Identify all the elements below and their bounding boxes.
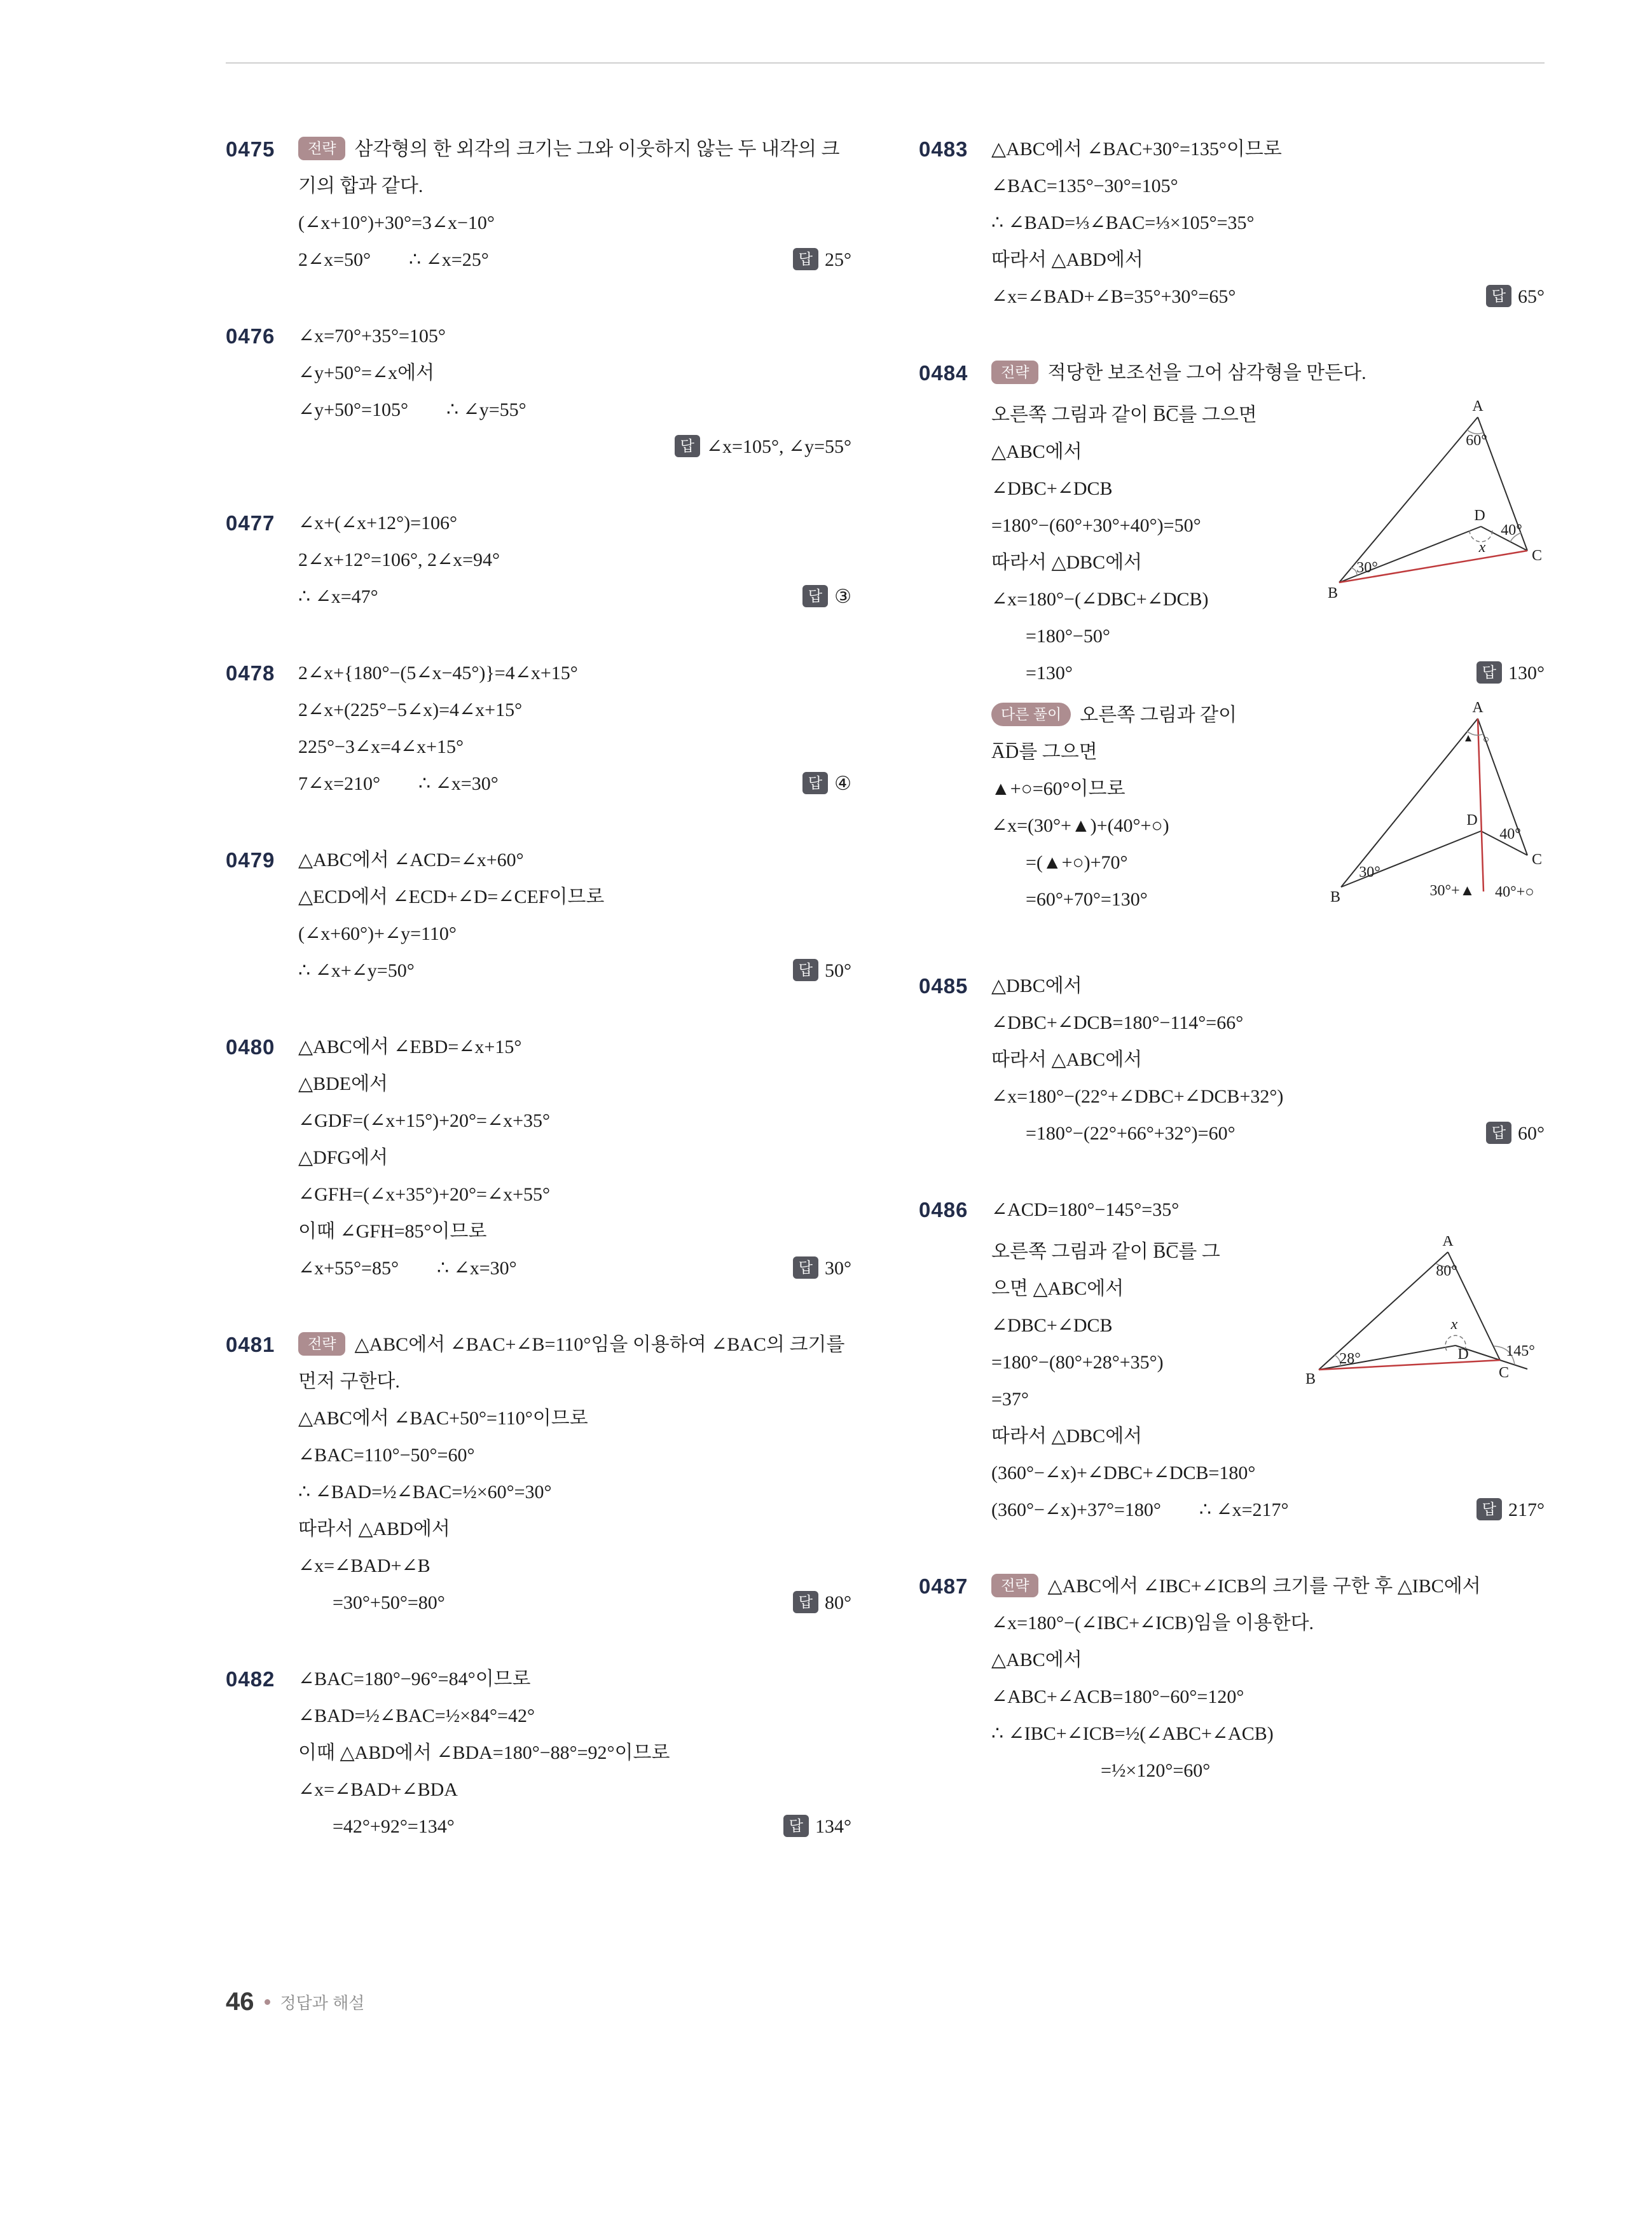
solution-line <box>991 1192 1545 1229</box>
solution-section <box>991 1234 1545 1529</box>
problem-number: 0479 <box>226 848 275 872</box>
solution-line <box>298 953 851 989</box>
solution-line <box>298 205 851 242</box>
line-text: =30°+50°=80° <box>333 1592 445 1613</box>
answer-value: 80° <box>825 1592 851 1613</box>
problem-0477 <box>226 505 851 616</box>
problem-number: 0483 <box>919 137 968 161</box>
solution-line <box>298 1437 851 1474</box>
problem-number: 0475 <box>226 137 275 161</box>
problem-0481 <box>226 1326 851 1621</box>
line-text: △ABC에서 <box>991 1649 1082 1670</box>
solution-body <box>298 505 851 616</box>
diagram-label-angle_b: 28° <box>1339 1351 1361 1367</box>
solution-line <box>298 1103 851 1139</box>
solution-line <box>298 1326 851 1400</box>
diagram-label-c: C <box>1531 851 1543 868</box>
problem-0480 <box>226 1029 851 1287</box>
solution-section <box>298 1326 851 1621</box>
problem-0479 <box>226 842 851 989</box>
line-text: ∠BAC=180°−96°=84°이므로 <box>298 1669 531 1690</box>
line-text: ∠x=70°+35°=105° <box>298 326 446 347</box>
line-text: ∠DBC+∠DCB=180°−114°=66° <box>991 1012 1244 1033</box>
answer-value: 60° <box>1518 1123 1545 1144</box>
line-text: =180°−(60°+30°+40°)=50° <box>991 515 1201 536</box>
solution-body <box>298 842 851 989</box>
line-text: ∠BAC=110°−50°=60° <box>298 1445 475 1466</box>
solution-line <box>298 692 851 729</box>
line-text: 으면 △ABC에서 <box>991 1278 1124 1299</box>
line-text: ∴ ∠x=47° <box>298 586 378 607</box>
strategy-badge: 전략 <box>298 1332 345 1356</box>
answer-badge: 답 <box>793 248 818 270</box>
answer <box>1476 1492 1545 1529</box>
answer <box>793 242 851 279</box>
problem-number: 0484 <box>919 361 968 385</box>
answer <box>793 1585 851 1621</box>
answer <box>1476 655 1545 692</box>
answer-badge: 답 <box>802 585 828 607</box>
solution-body <box>298 318 851 465</box>
line-text: 오른쪽 그림과 같이 <box>1080 705 1237 726</box>
solution-line <box>298 318 851 355</box>
answer-badge: 답 <box>783 1815 809 1837</box>
diagram-label-a: A <box>1472 399 1483 415</box>
line-text: =180°−50° <box>1026 626 1110 647</box>
diagram-label-mark_right: ○ <box>1482 733 1490 745</box>
line-text: 따라서 △ABC에서 <box>991 1049 1143 1070</box>
answer <box>783 1808 851 1845</box>
solution-section <box>991 1568 1545 1789</box>
solution-line <box>298 1213 851 1250</box>
solution-line <box>298 131 851 205</box>
solution-line <box>991 655 1545 692</box>
solution-body <box>298 1029 851 1287</box>
answer-value: ④ <box>834 773 851 794</box>
line-text: ∴ ∠IBC+∠ICB=½(∠ABC+∠ACB) <box>991 1723 1274 1744</box>
diagram-label-c: C <box>1531 547 1543 564</box>
answer-badge: 답 <box>793 1256 818 1279</box>
solution-line <box>991 968 1545 1005</box>
solution-body <box>298 655 851 802</box>
line-text: ∠DBC+∠DCB <box>991 478 1113 499</box>
solution-section <box>298 131 851 279</box>
problem-number: 0487 <box>919 1574 968 1598</box>
solution-line <box>991 581 1545 618</box>
diagram-label-ext_angle: 145° <box>1506 1343 1535 1359</box>
line-text: =130° <box>1026 663 1073 684</box>
answer-badge: 답 <box>793 1591 818 1613</box>
line-text: ∠ABC+∠ACB=180°−60°=120° <box>991 1686 1244 1707</box>
solution-line <box>298 916 851 953</box>
solution-line <box>298 429 851 465</box>
line-text: ∠x=∠BAD+∠B <box>298 1555 430 1576</box>
solution-line <box>991 1418 1545 1455</box>
problem-0484 <box>919 355 1545 928</box>
answer-badge: 답 <box>1476 1498 1502 1520</box>
solution-section <box>991 1192 1545 1229</box>
diagram-label-angle_b: 30° <box>1359 864 1380 881</box>
solution-body <box>991 1568 1545 1789</box>
solution-line <box>991 397 1545 434</box>
line-text: =180°−(80°+28°+35°) <box>991 1352 1164 1373</box>
line-text: ∠x=180°−(∠DBC+∠DCB) <box>991 589 1209 610</box>
strategy-badge: 전략 <box>298 137 345 160</box>
line-text: △ECD에서 ∠ECD+∠D=∠CEF이므로 <box>298 886 605 907</box>
line-text: ∠BAD=½∠BAC=½×84°=42° <box>298 1705 535 1726</box>
answer-value: 50° <box>825 960 851 981</box>
solution-line <box>298 766 851 802</box>
solution-line <box>991 808 1545 844</box>
problem-0478 <box>226 655 851 802</box>
solution-line <box>298 842 851 879</box>
solution-line <box>298 1661 851 1698</box>
answer <box>802 766 851 802</box>
solution-section <box>991 397 1545 692</box>
line-text: 이때 △ABD에서 ∠BDA=180°−88°=92°이므로 <box>298 1742 670 1763</box>
solution-line <box>298 1548 851 1585</box>
diagram-label-c: C <box>1498 1365 1510 1381</box>
problem-number: 0485 <box>919 974 968 998</box>
line-text: ∴ ∠BAD=½∠BAC=½×60°=30° <box>298 1482 552 1503</box>
solution-line <box>298 542 851 579</box>
line-text: 2∠x+{180°−(5∠x−45°)}=4∠x+15° <box>298 663 578 684</box>
solution-line <box>298 1139 851 1176</box>
problem-number: 0482 <box>226 1667 275 1691</box>
line-text: ∠x+(∠x+12°)=106° <box>298 513 458 533</box>
solution-section <box>298 1661 851 1845</box>
answer <box>793 1250 851 1287</box>
answer-badge: 답 <box>675 435 700 457</box>
line-text: △DBC에서 <box>991 975 1082 996</box>
solution-line <box>991 168 1545 205</box>
solution-line <box>991 1679 1545 1716</box>
line-text: ∠x=∠BAD+∠B=35°+30°=65° <box>991 286 1236 307</box>
line-text: △ABC에서 ∠ACD=∠x+60° <box>298 850 524 871</box>
answer-badge: 답 <box>1476 661 1502 684</box>
solution-body <box>991 1192 1545 1529</box>
solution-line <box>991 1492 1545 1529</box>
solution-line <box>991 1716 1545 1752</box>
line-text: (∠x+10°)+30°=3∠x−10° <box>298 212 495 233</box>
solution-line <box>991 205 1545 242</box>
solution-body <box>991 355 1545 928</box>
solution-line <box>298 1698 851 1735</box>
solution-line <box>298 242 851 279</box>
solution-line <box>991 1381 1545 1418</box>
alternate-solution-badge: 다른 풀이 <box>991 703 1071 726</box>
problem-0476 <box>226 318 851 465</box>
diagram-label-part_right: 40°+○ <box>1495 884 1534 900</box>
line-text: △ABC에서 ∠BAC+30°=135°이므로 <box>991 139 1282 160</box>
footer-dot <box>265 1999 270 2005</box>
line-text: ∠GFH=(∠x+35°)+20°=∠x+55° <box>298 1184 550 1205</box>
solution-line <box>991 771 1545 808</box>
solution-section <box>298 842 851 989</box>
solution-line <box>298 1474 851 1511</box>
solution-body <box>298 1661 851 1845</box>
line-text: ∴ ∠x+∠y=50° <box>298 960 415 981</box>
columns <box>226 131 1545 1885</box>
answer-value: ∠x=105°, ∠y=55° <box>706 436 851 457</box>
problem-number: 0481 <box>226 1333 275 1356</box>
line-text: 적당한 보조선을 그어 삼각형을 만든다. <box>1047 362 1366 383</box>
diagram-label-part_left: 30°+▲ <box>1429 883 1475 899</box>
solution-body <box>298 1326 851 1621</box>
line-text: 225°−3∠x=4∠x+15° <box>298 736 464 757</box>
diagram-label-angle_c: 40° <box>1499 826 1521 843</box>
problem-0486 <box>919 1192 1545 1529</box>
diagram-label-d: D <box>1466 812 1478 829</box>
solution-line <box>991 434 1545 471</box>
answer <box>793 953 851 989</box>
line-text: ∠y+50°=∠x에서 <box>298 362 435 383</box>
answer <box>675 429 851 465</box>
solution-line <box>991 881 1545 918</box>
solution-section <box>991 131 1545 315</box>
line-text: △DFG에서 <box>298 1147 389 1168</box>
answer-value: 134° <box>815 1816 851 1837</box>
solution-line <box>991 1078 1545 1115</box>
line-text: A̅D̅를 그으면 <box>991 741 1098 762</box>
diagram-label-mark_left: ▲ <box>1463 732 1474 744</box>
problem-0485 <box>919 968 1545 1152</box>
solution-body <box>991 968 1545 1152</box>
line-text: 2∠x+(225°−5∠x)=4∠x+15° <box>298 699 523 720</box>
solution-line <box>991 1568 1545 1642</box>
solution-line <box>991 131 1545 168</box>
problem-0483 <box>919 131 1545 315</box>
solution-section <box>298 505 851 616</box>
line-text: ∠x+55°=85° ∴ ∠x=30° <box>298 1258 517 1279</box>
solution-line <box>991 1115 1545 1152</box>
line-text: 오른쪽 그림과 같이 B̅C̅를 그 <box>991 1241 1220 1262</box>
line-text: ∠x=(30°+▲)+(40°+○) <box>991 815 1169 836</box>
line-text: 따라서 △DBC에서 <box>991 1426 1143 1447</box>
line-text: =42°+92°=134° <box>333 1816 455 1837</box>
diagram-label-b: B <box>1305 1371 1316 1387</box>
solution-line <box>991 1270 1545 1307</box>
answer <box>1486 279 1545 315</box>
solution-line <box>991 279 1545 315</box>
line-text: 따라서 △ABD에서 <box>991 249 1143 270</box>
line-text: ∠ACD=180°−145°=35° <box>991 1199 1180 1220</box>
line-text: △ABC에서 ∠IBC+∠ICB의 크기를 구한 후 △IBC에서 ∠x=180°−(∠IBC+∠ICB)임을 이용한다. <box>991 1576 1481 1634</box>
page-number: 46 <box>226 1988 254 2016</box>
diagram-label-angle_a: 60° <box>1466 432 1487 449</box>
solution-line <box>991 1042 1545 1078</box>
line-text: =½×120°=60° <box>1101 1760 1211 1781</box>
problem-number: 0480 <box>226 1035 275 1059</box>
solution-line <box>298 1808 851 1845</box>
line-text: △ABC에서 ∠BAC+∠B=110°임을 이용하여 ∠BAC의 크기를 먼저 구한다. <box>298 1334 845 1392</box>
line-text: ∠GDF=(∠x+15°)+20°=∠x+35° <box>298 1110 550 1131</box>
line-text: △BDE에서 <box>298 1073 389 1094</box>
problem-0487 <box>919 1568 1545 1789</box>
solution-section <box>298 655 851 802</box>
line-text: ∠x=∠BAD+∠BDA <box>298 1779 458 1800</box>
solution-line <box>991 1642 1545 1679</box>
diagram-label-x: x <box>1478 539 1486 556</box>
solution-line <box>298 1176 851 1213</box>
diagram-label-angle_a: 80° <box>1436 1263 1457 1279</box>
answer <box>802 579 851 616</box>
problem-number: 0476 <box>226 324 275 348</box>
diagram-label-d: D <box>1474 507 1485 524</box>
solution-line <box>298 1250 851 1287</box>
solution-line <box>991 1234 1545 1270</box>
solution-line <box>298 505 851 542</box>
line-text: 2∠x=50° ∴ ∠x=25° <box>298 249 489 270</box>
solution-line <box>991 618 1545 655</box>
column-left <box>226 131 851 1885</box>
line-text: (∠x+60°)+∠y=110° <box>298 923 457 944</box>
diagram-label-x: x <box>1450 1316 1458 1333</box>
line-text: ∴ ∠BAD=⅓∠BAC=⅓×105°=35° <box>991 212 1255 233</box>
line-text: 이때 ∠GFH=85°이므로 <box>298 1221 487 1242</box>
solution-line <box>298 579 851 616</box>
problem-number: 0486 <box>919 1198 968 1222</box>
diagram-label-d: D <box>1457 1346 1469 1363</box>
solution-line <box>298 879 851 916</box>
solution-line <box>298 1735 851 1772</box>
column-right <box>919 131 1545 1885</box>
answer <box>1486 1115 1545 1152</box>
solution-line <box>991 1307 1545 1344</box>
solution-line <box>991 697 1545 734</box>
solution-body <box>298 131 851 279</box>
solution-line <box>298 392 851 429</box>
line-text: (360°−∠x)+∠DBC+∠DCB=180° <box>991 1463 1256 1483</box>
line-text: 따라서 △ABD에서 <box>298 1518 450 1539</box>
answer-badge: 답 <box>1486 285 1511 307</box>
solution-line <box>991 1005 1545 1042</box>
solution-line <box>298 1585 851 1621</box>
solution-section <box>991 968 1545 1152</box>
solution-line <box>991 734 1545 771</box>
line-text: ∠x=180°−(22°+∠DBC+∠DCB+32°) <box>991 1086 1284 1107</box>
answer-value: 65° <box>1518 286 1545 307</box>
diagram-label-b: B <box>1330 889 1341 905</box>
diagram-label-b: B <box>1327 585 1339 602</box>
answer-badge: 답 <box>802 772 828 794</box>
solution-line <box>298 655 851 692</box>
strategy-badge: 전략 <box>991 1574 1038 1597</box>
answer-badge: 답 <box>1486 1122 1511 1144</box>
footer-label: 정답과 해설 <box>280 1993 365 2013</box>
line-text: 2∠x+12°=106°, 2∠x=94° <box>298 549 500 570</box>
line-text: ∠BAC=135°−30°=105° <box>991 176 1178 196</box>
solution-line <box>991 507 1545 544</box>
solution-line <box>991 242 1545 279</box>
solution-line <box>298 1066 851 1103</box>
diagram-label-a: A <box>1472 699 1483 716</box>
answer-value: 217° <box>1508 1499 1545 1520</box>
page-footer <box>226 1988 364 2016</box>
line-text: =180°−(22°+66°+32°)=60° <box>1026 1123 1236 1144</box>
solution-line <box>991 544 1545 581</box>
line-text: =60°+70°=130° <box>1026 889 1148 910</box>
line-text: △ABC에서 ∠BAC+50°=110°이므로 <box>298 1408 588 1429</box>
line-text: 따라서 △DBC에서 <box>991 552 1143 573</box>
answer-value: ③ <box>834 586 851 607</box>
line-text: 오른쪽 그림과 같이 B̅C̅를 그으면 <box>991 404 1257 425</box>
line-text: 7∠x=210° ∴ ∠x=30° <box>298 773 499 794</box>
solution-line <box>991 1752 1545 1789</box>
problem-number: 0478 <box>226 661 275 685</box>
solution-section <box>298 318 851 465</box>
line-text: ∠y+50°=105° ∴ ∠y=55° <box>298 399 527 420</box>
solution-line <box>991 1455 1545 1492</box>
solution-section <box>991 355 1545 392</box>
solution-line <box>298 1772 851 1808</box>
answer-badge: 답 <box>793 959 818 981</box>
solution-section <box>991 697 1545 928</box>
problem-number: 0477 <box>226 511 275 535</box>
solution-line <box>298 729 851 766</box>
solution-line <box>298 1029 851 1066</box>
diagram-label-a: A <box>1442 1236 1454 1249</box>
diagram-label-angle_c: 40° <box>1501 522 1522 539</box>
line-text: =(▲+○)+70° <box>1026 852 1128 873</box>
solution-section <box>298 1029 851 1287</box>
line-text: (360°−∠x)+37°=180° ∴ ∠x=217° <box>991 1499 1289 1520</box>
solution-line <box>298 355 851 392</box>
solution-body <box>991 131 1545 315</box>
solution-line <box>991 1344 1545 1381</box>
solution-line <box>298 1400 851 1437</box>
solution-line <box>298 1511 851 1548</box>
answer-value: 25° <box>825 249 851 270</box>
line-text: ∠DBC+∠DCB <box>991 1315 1113 1336</box>
problem-0475 <box>226 131 851 279</box>
solution-line <box>991 471 1545 507</box>
strategy-badge: 전략 <box>991 361 1038 384</box>
solution-line <box>991 355 1545 392</box>
line-text: ▲+○=60°이므로 <box>991 778 1125 799</box>
solution-line <box>991 844 1545 881</box>
line-text: △ABC에서 ∠EBD=∠x+15° <box>298 1036 522 1057</box>
line-text: △ABC에서 <box>991 441 1082 462</box>
answer-value: 130° <box>1508 663 1545 684</box>
line-text: =37° <box>991 1389 1029 1410</box>
top-rule <box>226 62 1545 64</box>
problem-0482 <box>226 1661 851 1845</box>
line-text: 삼각형의 한 외각의 크기는 그와 이웃하지 않는 두 내각의 크기의 합과 같다. <box>298 139 840 196</box>
answer-value: 30° <box>825 1258 851 1279</box>
diagram-label-angle_b: 30° <box>1356 560 1378 576</box>
